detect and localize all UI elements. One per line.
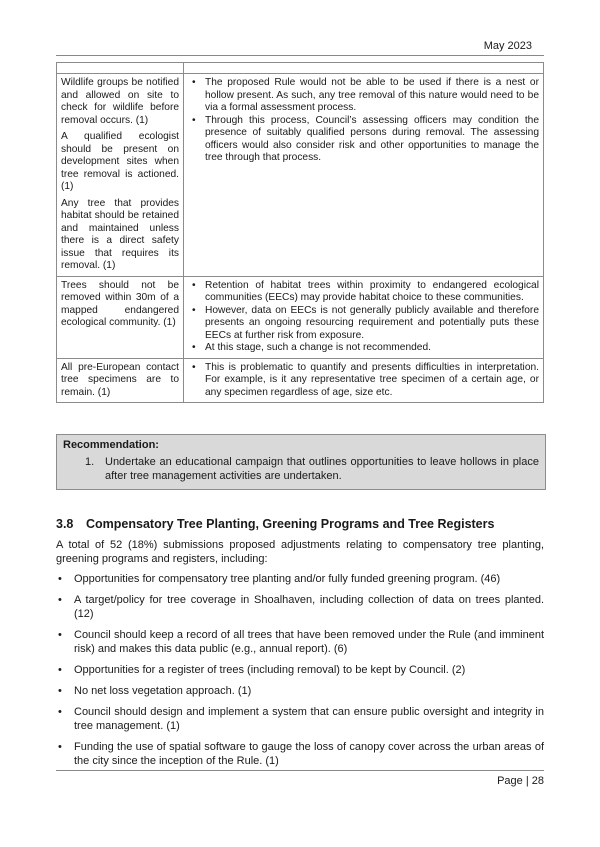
submission-text: A qualified ecologist should be present on development sites when tree removal is actioned. (1) xyxy=(61,131,179,192)
list-item: • Opportunities for a register of trees (including removal) to be kept by Council. (2) xyxy=(56,663,544,677)
submission-text: All pre-European contact tree specimens are to remain. (1) xyxy=(61,361,179,398)
section-intro: A total of 52 (18%) submissions proposed adjustments relating to compensatory tree planting, greening programs and registers, including: xyxy=(56,539,544,565)
response-cell xyxy=(184,358,544,403)
footer-rule xyxy=(56,770,544,771)
submission-text: Trees should not be removed within 30m of a mapped endangered ecological community. (1) xyxy=(61,279,179,328)
header-rule xyxy=(56,55,544,56)
submission-bullets xyxy=(56,572,544,775)
recommendation-item xyxy=(63,455,539,483)
response-cell xyxy=(184,276,544,358)
recommendation-text: Undertake an educational campaign that outlines opportunities to leave hollows in place after tree management activities are undertaken. xyxy=(105,456,539,482)
recommendation-title: Recommendation: xyxy=(63,439,159,451)
page-number: Page | 28 xyxy=(497,775,544,787)
response-item: • This is problematic to quantify and presents difficulties in interpretation. For example, is it any representative tree specimen of a certain age, or any specimen regardless of age, size etc. xyxy=(205,362,539,400)
submission-cell xyxy=(57,276,184,358)
section-title: Compensatory Tree Planting, Greening Programs and Tree Registers xyxy=(86,517,495,531)
response-list xyxy=(188,280,539,355)
response-list xyxy=(188,362,539,400)
submissions-table xyxy=(56,62,544,403)
recommendation-box xyxy=(56,434,546,490)
recommendation-number: 1. xyxy=(85,456,95,468)
submission-cell xyxy=(57,358,184,403)
table-row xyxy=(57,74,544,277)
list-item: • Council should design and implement a system that can ensure public oversight and integrity in tree management. (1) xyxy=(56,705,544,733)
submission-cell xyxy=(57,74,184,277)
response-item: • Retention of habitat trees within proximity to endangered ecological communities (EECs) may provide habitat choice to these communities. xyxy=(205,280,539,305)
table-row xyxy=(57,276,544,358)
response-item: • However, data on EECs is not generally publicly available and therefore presents an ongoing resourcing requirement and potentially puts these EECs at further risk from exposure. xyxy=(205,305,539,343)
table-row xyxy=(57,358,544,403)
table-empty-row xyxy=(57,63,544,74)
list-item: • A target/policy for tree coverage in Shoalhaven, including collection of data on trees planted. (12) xyxy=(56,593,544,621)
section-number: 3.8 xyxy=(56,517,74,531)
header-date: May 2023 xyxy=(483,40,532,52)
response-item: • At this stage, such a change is not recommended. xyxy=(205,342,539,355)
submission-text: Wildlife groups be notified and allowed on site to check for wildlife before removal occurs. (1) xyxy=(61,77,179,126)
list-item: • Council should keep a record of all trees that have been removed under the Rule (and imminent risk) and makes this data public (e.g., annual report). (6) xyxy=(56,628,544,656)
response-list xyxy=(188,77,539,165)
response-item: • The proposed Rule would not be able to be used if there is a nest or hollow present. As such, any tree removal of this nature would need to be via a formal assessment process. xyxy=(205,77,539,115)
list-item: • No net loss vegetation approach. (1) xyxy=(56,684,544,698)
response-item: • Through this process, Council’s assessing officers may condition the presence of suitably qualified persons during removal. The assessing officers would also consider risk and other opportunities to manage the tree through that process. xyxy=(205,115,539,165)
list-item: • Funding the use of spatial software to gauge the loss of canopy cover across the urban areas of the city since the inception of the Rule. (1) xyxy=(56,740,544,768)
section-heading xyxy=(56,517,494,531)
list-item: • Opportunities for compensatory tree planting and/or fully funded greening program. (46) xyxy=(56,572,544,586)
submission-text: Any tree that provides habitat should be retained and maintained unless there is a direct safety issue that requires its removal. (1) xyxy=(61,197,179,271)
response-cell xyxy=(184,74,544,277)
